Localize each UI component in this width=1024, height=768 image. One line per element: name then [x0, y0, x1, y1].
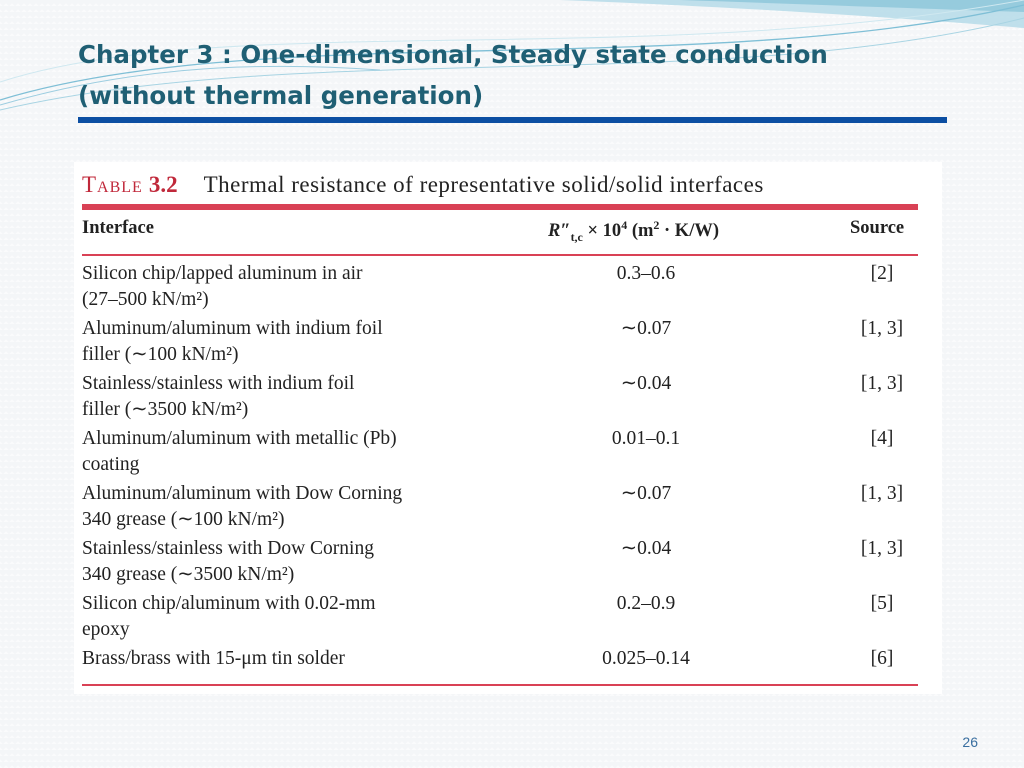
resistance-symbol: R″ — [548, 221, 571, 242]
table-row — [82, 536, 922, 591]
caption-rule — [82, 204, 918, 210]
resistance-units-end: · K/W) — [659, 221, 720, 242]
source-ref: [1, 3] — [860, 373, 904, 394]
source-ref: [6] — [870, 648, 894, 669]
table-number: 3.2 — [148, 172, 178, 197]
interface-cell — [82, 316, 522, 367]
table-label: Table — [82, 172, 143, 197]
interface-cell — [82, 426, 522, 477]
table-caption — [82, 172, 922, 202]
interface-cell — [82, 261, 522, 312]
resistance-value: ∼0.07 — [620, 483, 672, 504]
source-ref: [1, 3] — [860, 483, 904, 504]
resistance-value: ∼0.07 — [620, 318, 672, 339]
header-rule — [82, 254, 918, 256]
interface-line-1: Aluminum/aluminum with indium foil — [82, 318, 383, 339]
table-image-panel — [74, 162, 942, 694]
table-row — [82, 481, 922, 536]
interface-line-2: filler (∼100 kN/m²) — [82, 343, 239, 365]
table-row — [82, 646, 922, 701]
resistance-value: ∼0.04 — [620, 538, 672, 559]
resistance-units: (m — [627, 221, 654, 242]
title-underline — [78, 117, 947, 123]
source-ref: [1, 3] — [860, 318, 904, 339]
column-header-resistance — [548, 218, 719, 248]
table-body — [82, 261, 922, 701]
source-ref: [1, 3] — [860, 538, 904, 559]
resistance-exponent: 4 — [621, 218, 628, 232]
slide-title-line-2: (without thermal generation) — [78, 81, 484, 110]
interface-line-1: Stainless/stainless with Dow Corning — [82, 538, 374, 559]
interface-line-2: filler (∼3500 kN/m²) — [82, 398, 249, 420]
interface-cell — [82, 591, 522, 642]
source-ref: [2] — [870, 263, 894, 284]
column-header-interface: Interface — [82, 218, 154, 238]
interface-cell — [82, 371, 522, 422]
resistance-times: × 10 — [582, 221, 622, 242]
interface-line-2: 340 grease (∼100 kN/m²) — [82, 508, 285, 530]
interface-line-2: coating — [82, 453, 140, 475]
table-row — [82, 426, 922, 481]
table-row — [82, 316, 922, 371]
interface-line-1: Aluminum/aluminum with Dow Corning — [82, 483, 403, 504]
column-header-source: Source — [850, 218, 905, 238]
interface-line-1: Stainless/stainless with indium foil — [82, 373, 355, 394]
interface-line-1: Silicon chip/lapped aluminum in air — [82, 263, 363, 284]
interface-line-1: Silicon chip/aluminum with 0.02-mm — [82, 593, 376, 614]
interface-line-1: Brass/brass with 15-μm tin solder — [82, 648, 345, 669]
table-row — [82, 371, 922, 426]
table-row — [82, 591, 922, 646]
resistance-value: 0.2–0.9 — [616, 593, 676, 614]
interface-line-2: (27–500 kN/m²) — [82, 288, 209, 310]
interface-cell — [82, 481, 522, 532]
table-row — [82, 261, 922, 316]
interface-cell — [82, 646, 522, 672]
table-caption-text: Thermal resistance of representative solid/solid interfaces — [203, 172, 764, 197]
interface-line-1: Aluminum/aluminum with metallic (Pb) — [82, 428, 397, 449]
source-ref: [4] — [870, 428, 894, 449]
interface-line-2: epoxy — [82, 618, 130, 640]
resistance-value: ∼0.04 — [620, 373, 672, 394]
source-ref: [5] — [870, 593, 894, 614]
resistance-value: 0.01–0.1 — [611, 428, 681, 449]
page-number: 26 — [962, 734, 978, 750]
table-bottom-rule — [82, 684, 918, 686]
interface-cell — [82, 536, 522, 587]
slide-title-line-1: Chapter 3 : One-dimensional, Steady state conduction — [78, 40, 828, 69]
resistance-value: 0.025–0.14 — [602, 648, 690, 669]
resistance-value: 0.3–0.6 — [616, 263, 676, 284]
interface-line-2: 340 grease (∼3500 kN/m²) — [82, 563, 295, 585]
slide-title — [78, 34, 958, 116]
resistance-subscript: t,c — [570, 229, 583, 244]
resistance-units-exponent: 2 — [653, 218, 660, 232]
